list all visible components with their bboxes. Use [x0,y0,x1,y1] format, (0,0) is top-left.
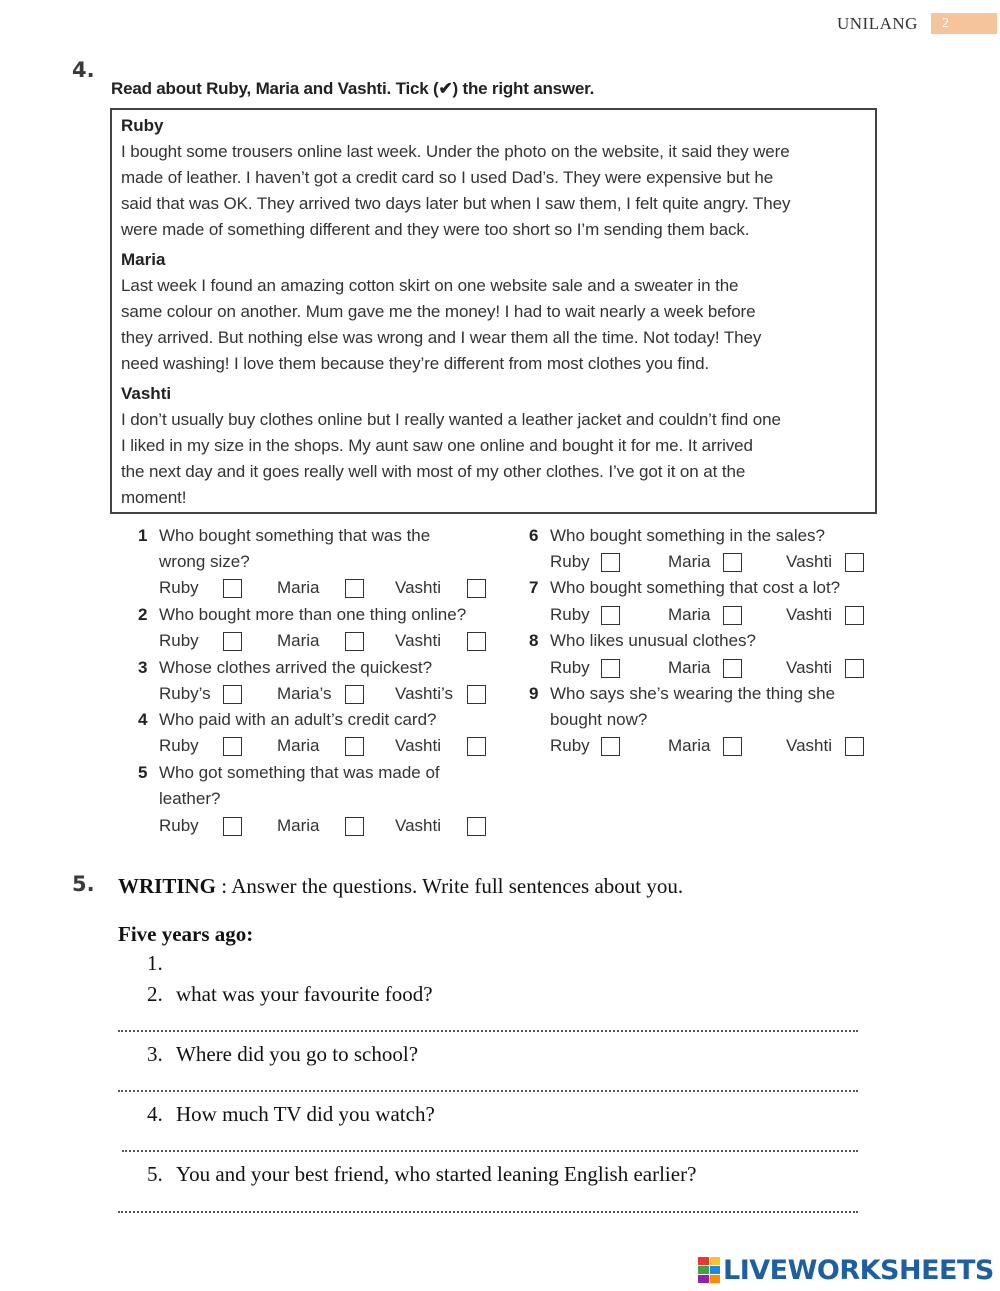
question-4-text: Who paid with an adult’s credit card? [159,710,437,729]
q7-vashti-checkbox[interactable] [845,606,864,625]
question-1-text-cont: wrong size? [159,552,250,571]
q8-option-maria-label: Maria [668,658,711,677]
q6-option-ruby-label: Ruby [550,552,590,571]
answer-line-5[interactable] [118,1211,858,1213]
passage-line: made of leather. I haven’t got a credit card so I used Dad’s. They were expensive but he [121,168,774,187]
writing-item-4-number: 4. [147,1102,163,1126]
writing-item-5-text: You and your best friend, who started leaning English earlier? [176,1162,697,1186]
passage-line: Last week I found an amazing cotton skirt on one website sale and a sweater in the [121,276,739,295]
section-5-title-rest: : Answer the questions. Write full sentences about you. [216,874,684,898]
question-2-text: Who bought more than one thing online? [159,605,467,624]
section-4-instruction: Read about Ruby, Maria and Vashti. Tick (✔) the right answer. [111,79,595,98]
q4-ruby-checkbox[interactable] [223,737,242,756]
question-6-number: 6 [529,526,539,545]
writing-item-2-text: what was your favourite food? [176,982,433,1006]
q7-option-maria-label: Maria [668,605,711,624]
q1-maria-checkbox[interactable] [345,579,364,598]
q2-option-maria-label: Maria [277,631,320,650]
passage-line: they arrived. But nothing else was wrong and I wear them all the time. Not today! They [121,328,762,347]
question-5-number: 5 [138,763,148,782]
q6-option-vashti-label: Vashti [786,552,832,571]
q5-maria-checkbox[interactable] [345,817,364,836]
passage-name-vashti: Vashti [121,384,172,403]
answer-line-4[interactable] [122,1150,858,1152]
question-8-text: Who likes unusual clothes? [550,631,757,650]
q2-ruby-checkbox[interactable] [223,632,242,651]
q5-option-maria-label: Maria [277,816,320,835]
passage-name-maria: Maria [121,250,166,269]
q7-maria-checkbox[interactable] [723,606,742,625]
question-1-text: Who bought something that was the [159,526,431,545]
q5-option-vashti-label: Vashti [395,816,441,835]
section-5-number: 5. [72,872,95,896]
q4-vashti-checkbox[interactable] [467,737,486,756]
writing-item-4-text: How much TV did you watch? [176,1102,435,1126]
question-7-text: Who bought something that cost a lot? [550,578,841,597]
answer-line-2[interactable] [118,1030,858,1032]
passage-line: need washing! I love them because they’re different from most clothes you find. [121,354,710,373]
q3-option-vashti-label: Vashti’s [395,684,453,703]
q5-vashti-checkbox[interactable] [467,817,486,836]
question-5-text-cont: leather? [159,789,221,808]
q9-option-ruby-label: Ruby [550,736,590,755]
passage-line: I don’t usually buy clothes online but I really wanted a leather jacket and couldn’t find one [121,410,781,429]
q8-vashti-checkbox[interactable] [845,659,864,678]
q2-maria-checkbox[interactable] [345,632,364,651]
question-3-number: 3 [138,658,148,677]
question-8-number: 8 [529,631,539,650]
passage-line: the next day and it goes really well with most of my other clothes. I’ve got it on at the [121,462,746,481]
q3-maria-checkbox[interactable] [345,685,364,704]
writing-item-1-number: 1. [147,951,163,975]
question-2-number: 2 [138,605,148,624]
q1-option-vashti-label: Vashti [395,578,441,597]
passage-line: I bought some trousers online last week. Under the photo on the website, it said they were [121,142,790,161]
writing-item-3-text: Where did you go to school? [176,1042,419,1066]
question-9-text-cont: bought now? [550,710,648,729]
passage-line: I liked in my size in the shops. My aunt saw one online and bought it for me. It arrived [121,436,753,455]
passage-line: said that was OK. They arrived two days later but when I saw them, I felt quite angry. They [121,194,791,213]
q7-ruby-checkbox[interactable] [601,606,620,625]
q8-option-vashti-label: Vashti [786,658,832,677]
question-5-text: Who got something that was made of [159,763,440,782]
writing-item-2-number: 2. [147,982,163,1006]
passage-line: moment! [121,488,187,507]
q1-option-ruby-label: Ruby [159,578,199,597]
question-7-number: 7 [529,578,539,597]
liveworksheets-logo [698,1253,994,1287]
q3-option-ruby-label: Ruby’s [159,684,211,703]
section-5-title [118,874,683,899]
q3-option-maria-label: Maria’s [277,684,332,703]
q8-maria-checkbox[interactable] [723,659,742,678]
q9-ruby-checkbox[interactable] [601,737,620,756]
q8-ruby-checkbox[interactable] [601,659,620,678]
q3-ruby-checkbox[interactable] [223,685,242,704]
q5-option-ruby-label: Ruby [159,816,199,835]
question-9-number: 9 [529,684,539,703]
q6-vashti-checkbox[interactable] [845,553,864,572]
q9-maria-checkbox[interactable] [723,737,742,756]
q2-vashti-checkbox[interactable] [467,632,486,651]
logo-text: LIVEWORKSHEETS [723,1254,994,1286]
question-3-text: Whose clothes arrived the quickest? [159,658,433,677]
q9-vashti-checkbox[interactable] [845,737,864,756]
q7-option-vashti-label: Vashti [786,605,832,624]
writing-item-3-number: 3. [147,1042,163,1066]
section-4-number: 4. [72,58,95,82]
q1-vashti-checkbox[interactable] [467,579,486,598]
section-5-subheading: Five years ago: [118,922,254,946]
q4-option-ruby-label: Ruby [159,736,199,755]
q4-option-maria-label: Maria [277,736,320,755]
question-1-number: 1 [138,526,148,545]
q5-ruby-checkbox[interactable] [223,817,242,836]
q7-option-ruby-label: Ruby [550,605,590,624]
q1-option-maria-label: Maria [277,578,320,597]
passage-line: were made of something different and they were too short so I’m sending them back. [121,220,750,239]
q9-option-maria-label: Maria [668,736,711,755]
q3-vashti-checkbox[interactable] [467,685,486,704]
writing-item-5-number: 5. [147,1162,163,1186]
section-5-title-bold: WRITING [118,874,217,898]
q2-option-ruby-label: Ruby [159,631,199,650]
question-4-number: 4 [138,710,148,729]
answer-line-3[interactable] [118,1090,858,1092]
q6-ruby-checkbox[interactable] [601,553,620,572]
q1-ruby-checkbox[interactable] [223,579,242,598]
q8-option-ruby-label: Ruby [550,658,590,677]
logo-squares-icon [698,1257,720,1283]
page-number: 2 [931,13,997,34]
q9-option-vashti-label: Vashti [786,736,832,755]
q2-option-vashti-label: Vashti [395,631,441,650]
question-9-text: Who says she’s wearing the thing she [550,684,836,703]
q6-option-maria-label: Maria [668,552,711,571]
passage-name-ruby: Ruby [121,116,164,135]
q4-option-vashti-label: Vashti [395,736,441,755]
q4-maria-checkbox[interactable] [345,737,364,756]
q6-maria-checkbox[interactable] [723,553,742,572]
brand-name: UNILANG [837,14,918,33]
passage-line: same colour on another. Mum gave me the money! I had to wait nearly a week before [121,302,756,321]
question-6-text: Who bought something in the sales? [550,526,826,545]
